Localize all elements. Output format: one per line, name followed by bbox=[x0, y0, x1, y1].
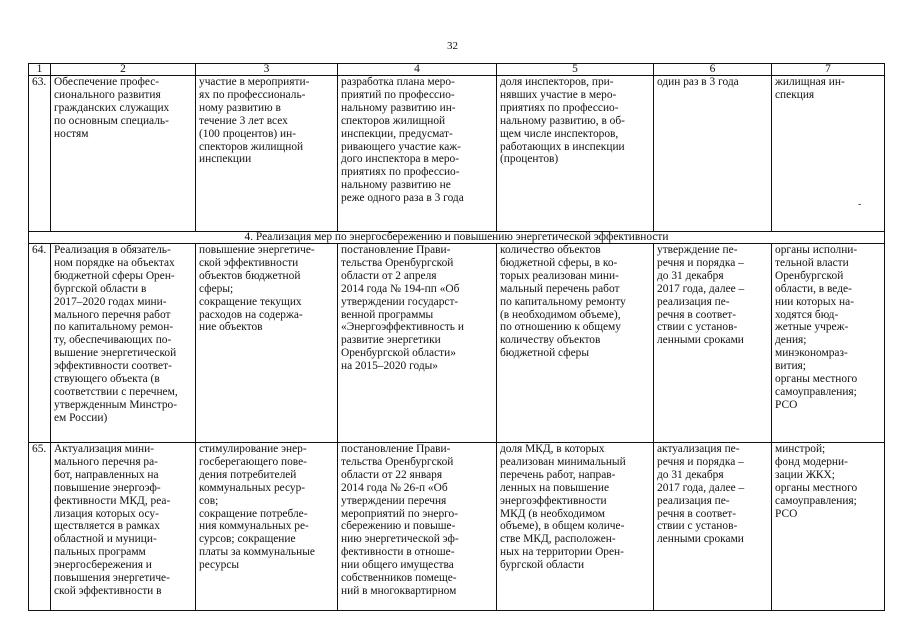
legal-basis: разработка плана меро- приятий по профессио- нальному развитию ин- спекторов жилищной инспекции, предусмат- ривающего участие каж- дого инспектора в меро- приятиях по профессио- нальному развитию не реже одного раза в 3 года bbox=[338, 76, 497, 232]
deadline: утверждение пе- речня и порядка – до 31 декабря 2017 года, далее – реализация пе- речня в соответ- ствии с установ- ленными сроками bbox=[654, 244, 772, 443]
page-number: 32 bbox=[447, 40, 458, 52]
indicator: доля МКД, в которых реализован минимальный перечень работ, направ- ленных на повышение энергоэффективности МКД (в необходимом объеме), в общем количе- стве МКД, расположен- ных на территории Орен- бургской области bbox=[497, 443, 654, 611]
header-cell-1: 1 bbox=[29, 64, 51, 76]
expected-result: повышение энергетиче- ской эффективности объектов бюджетной сферы; сокращение текущих расходов на содержа- ние объектов bbox=[196, 244, 338, 443]
row-number: 64. bbox=[29, 244, 51, 443]
measure-name: Актуализация мини- мального перечня ра- бот, направленных на повышение энергоэф- фективности МКД, реа- лизация которых осу- ществляется в рамках областной и муници- пальных программ энергосбережения и повышения энергетиче- ской эффективности в bbox=[51, 443, 196, 611]
indicator: количество объектов бюджетной сферы, в ко- торых реализован мини- мальный перечень работ по капитальному ремонту (в необходимом объеме), по отношению к общему количеству объектов бюджетной сферы bbox=[497, 244, 654, 443]
measures-table bbox=[28, 63, 885, 611]
table-row-65 bbox=[29, 443, 885, 611]
responsible: органы исполни- тельной власти Оренбургской области, в веде- нии которых на- ходятся бюд- жетные учреж- дения; минэкономраз- вития; органы местного самоуправления; РСО bbox=[772, 244, 885, 443]
table-row-63 bbox=[29, 76, 885, 232]
header-cell-4: 4 bbox=[338, 64, 497, 76]
header-cell-5: 5 bbox=[497, 64, 654, 76]
responsible: жилищная ин- спекция bbox=[772, 76, 885, 232]
measure-name: Обеспечение профес- сионального развития гражданских служащих по основным специаль- ностям bbox=[51, 76, 196, 232]
legal-basis: постановление Прави- тельства Оренбургской области от 22 января 2014 года № 26-п «Об утверждении перечня мероприятий по энерго- сбережению и повыше- нию энергетической эф- фективности в отноше- нии общего имущества собственников помеще- ний в многоквартирном bbox=[338, 443, 497, 611]
section-title: 4. Реализация мер по энергосбережению и повышению энергетической эффективности bbox=[29, 232, 885, 244]
header-cell-2: 2 bbox=[51, 64, 196, 76]
table-row-64 bbox=[29, 244, 885, 443]
expected-result: участие в мероприяти- ях по профессиональ- ному развитию в течение 3 лет всех (100 процентов) ин- спекторов жилищной инспекции bbox=[196, 76, 338, 232]
legal-basis: постановление Прави- тельства Оренбургской области от 2 апреля 2014 года № 194-пп «Об утверждении государст- венной программы «Энергоэффективность и развитие энергетики Оренбургской области» на 2015–2020 годы» bbox=[338, 244, 497, 443]
pen-mark: - bbox=[858, 199, 862, 210]
header-cell-7: 7 bbox=[772, 64, 885, 76]
header-cell-3: 3 bbox=[196, 64, 338, 76]
measure-name: Реализация в обязатель- ном порядке на объектах бюджетной сферы Орен- бургской области в 2017–2020 годах мини- мального перечня работ по капитальному ремон- ту, обеспечивающих по- вышение энергетической эффективности соответ- ствующего объекта (в соответствии с перечнем, утвержденным Минстро- ем России) bbox=[51, 244, 196, 443]
header-row bbox=[29, 64, 885, 76]
deadline: актуализация пе- речня и порядка – до 31 декабря 2017 года, далее – реализация пе- речня в соответ- ствии с установ- ленными сроками bbox=[654, 443, 772, 611]
expected-result: стимулирование энер- госберегающего пове- дения потребителей коммунальных ресур- сов; сокращение потребле- ния коммунальных ре- сурсов; сокращение платы за коммунальные ресурсы bbox=[196, 443, 338, 611]
deadline: один раз в 3 года bbox=[654, 76, 772, 232]
responsible: минстрой; фонд модерни- зации ЖКХ; органы местного самоуправления; РСО bbox=[772, 443, 885, 611]
header-cell-6: 6 bbox=[654, 64, 772, 76]
indicator: доля инспекторов, при- нявших участие в меро- приятиях по профессио- нальному развитию, в об- щем числе инспекторов, работающих в инспекции (процентов) bbox=[497, 76, 654, 232]
row-number: 63. bbox=[29, 76, 51, 232]
row-number: 65. bbox=[29, 443, 51, 611]
section-heading-row bbox=[29, 232, 885, 244]
